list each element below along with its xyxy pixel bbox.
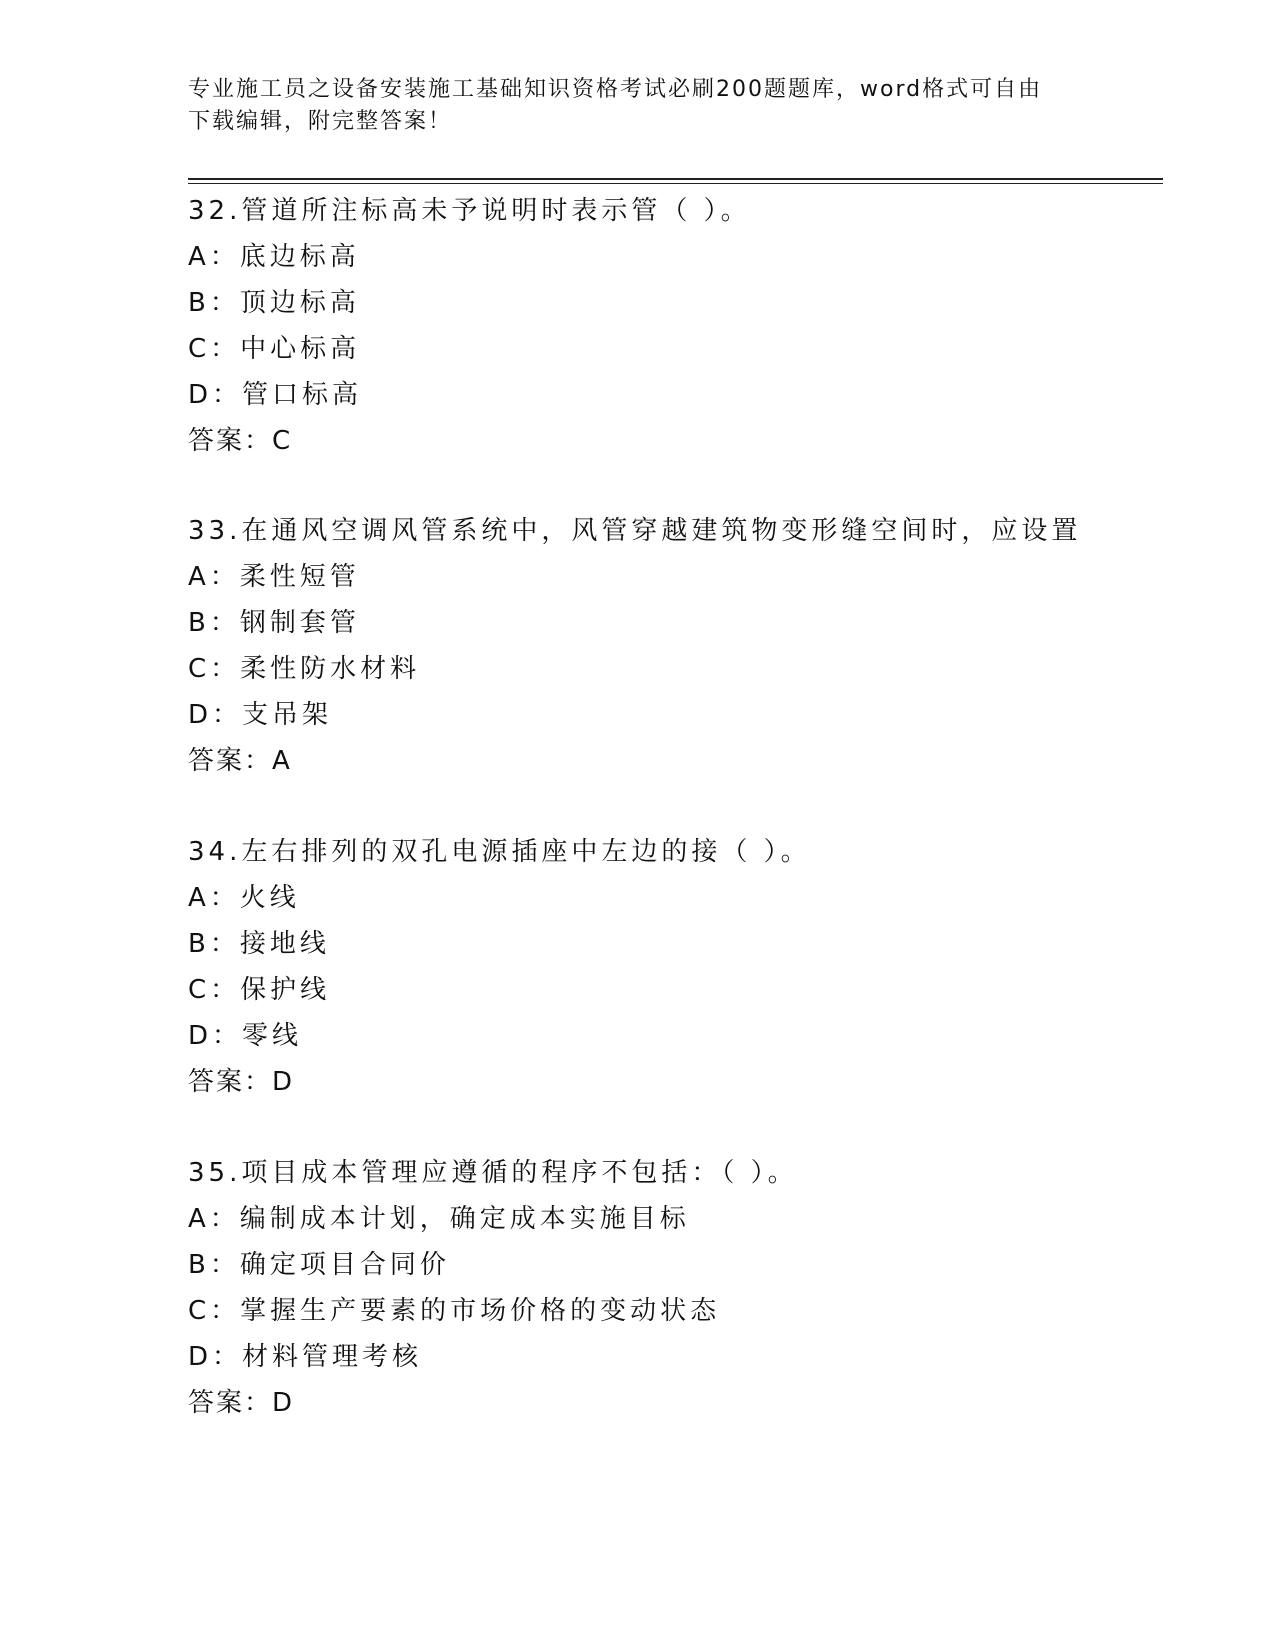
document-header xyxy=(188,74,1088,138)
answer-line: 答案：C xyxy=(188,426,293,456)
question-block xyxy=(188,1150,1148,1426)
option-c: C：掌握生产要素的市场价格的变动状态 xyxy=(188,1296,721,1326)
option-a: A：火线 xyxy=(188,883,300,913)
answer-line: 答案：D xyxy=(188,1388,295,1418)
option-b: B：接地线 xyxy=(188,929,330,959)
option-d: D：零线 xyxy=(188,1021,303,1051)
question-stem: 33.在通风空调风管系统中，风管穿越建筑物变形缝空间时，应设置 xyxy=(188,516,1082,546)
question-stem: 34.左右排列的双孔电源插座中左边的接（ ）。 xyxy=(188,837,811,867)
option-a: A：编制成本计划，确定成本实施目标 xyxy=(188,1204,690,1234)
option-d: D：支吊架 xyxy=(188,700,333,730)
option-c: C：保护线 xyxy=(188,975,331,1005)
option-d: D：材料管理考核 xyxy=(188,1342,423,1372)
question-block xyxy=(188,188,1148,464)
header-divider-thin xyxy=(188,183,1163,184)
question-stem: 32.管道所注标高未予说明时表示管（ ）。 xyxy=(188,196,751,226)
header-line-1: 专业施工员之设备安装施工基础知识资格考试必刷200题题库，word格式可自由 xyxy=(188,77,1043,102)
option-a: A：底边标高 xyxy=(188,242,360,272)
option-b: B：顶边标高 xyxy=(188,288,360,318)
answer-line: 答案：D xyxy=(188,1067,295,1097)
option-d: D：管口标高 xyxy=(188,380,363,410)
option-b: B：确定项目合同价 xyxy=(188,1250,450,1280)
option-c: C：中心标高 xyxy=(188,334,361,364)
option-b: B：钢制套管 xyxy=(188,608,360,638)
question-block xyxy=(188,508,1148,784)
question-stem: 35.项目成本管理应遵循的程序不包括：（ ）。 xyxy=(188,1158,798,1188)
answer-line: 答案：A xyxy=(188,746,292,776)
option-c: C：柔性防水材料 xyxy=(188,654,421,684)
header-line-2: 下载编辑，附完整答案！ xyxy=(188,109,453,134)
option-a: A：柔性短管 xyxy=(188,562,360,592)
question-block xyxy=(188,829,1148,1105)
header-divider-thick xyxy=(188,178,1163,180)
